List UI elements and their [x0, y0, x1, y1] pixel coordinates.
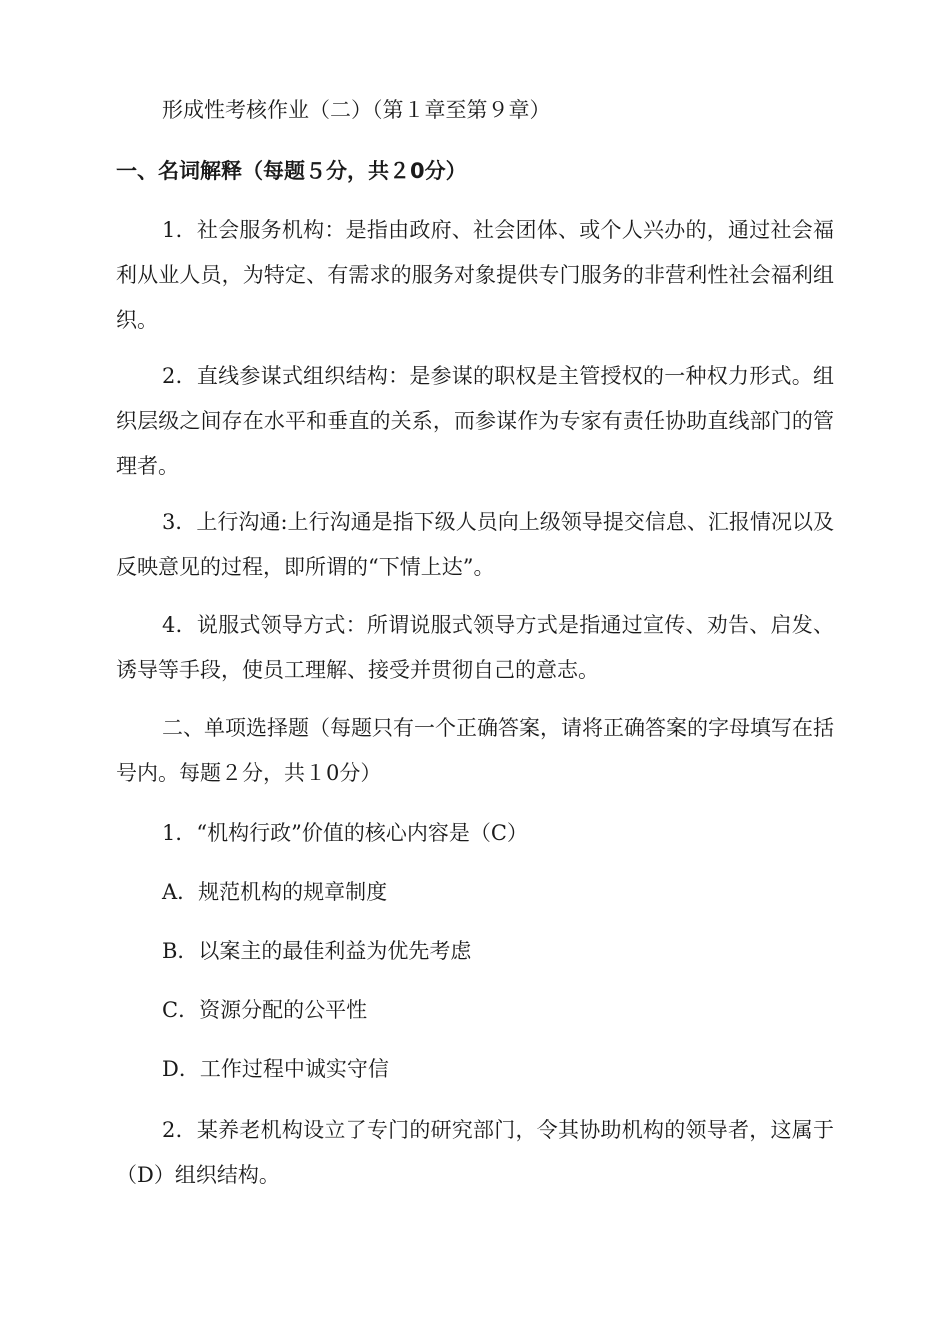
section-heading-choice: 二、单项选择题（每题只有一个正确答案，请将正确答案的字母填写在括号内。每题２分，共１0分） — [116, 716, 834, 785]
definition-item: 2．直线参谋式组织结构：是参谋的职权是主管授权的一种权力形式。组织层级之间存在水平和垂直的关系，而参谋作为专家有责任协助直线部门的管理者。 — [116, 364, 834, 478]
document-title: 形成性考核作业（二）（第１章至第９章） — [162, 98, 551, 122]
definition-item: 4．说服式领导方式：所谓说服式领导方式是指通过宣传、劝告、启发、诱导等手段，使员工理解、接受并贯彻自己的意志。 — [116, 613, 834, 682]
answer-option: A．规范机构的规章制度 — [162, 880, 388, 904]
section-heading-definitions: 一、名词解释（每题５分，共２0分） — [116, 159, 467, 183]
answer-option: B．以案主的最佳利益为优先考虑 — [162, 939, 472, 963]
answer-option: C．资源分配的公平性 — [162, 998, 368, 1022]
answer-option: D．工作过程中诚实守信 — [162, 1057, 389, 1081]
question-stem: 2．某养老机构设立了专门的研究部门，令其协助机构的领导者，这属于（D）组织结构。 — [116, 1118, 834, 1187]
question-stem: 1．“机构行政”价值的核心内容是（C） — [162, 821, 528, 845]
definition-item: 1．社会服务机构：是指由政府、社会团体、或个人兴办的，通过社会福利从业人员，为特定、有需求的服务对象提供专门服务的非营利性社会福利组织。 — [116, 218, 834, 332]
definition-item: 3．上行沟通:上行沟通是指下级人员向上级领导提交信息、汇报情况以及反映意见的过程，即所谓的“下情上达”。 — [116, 510, 834, 579]
